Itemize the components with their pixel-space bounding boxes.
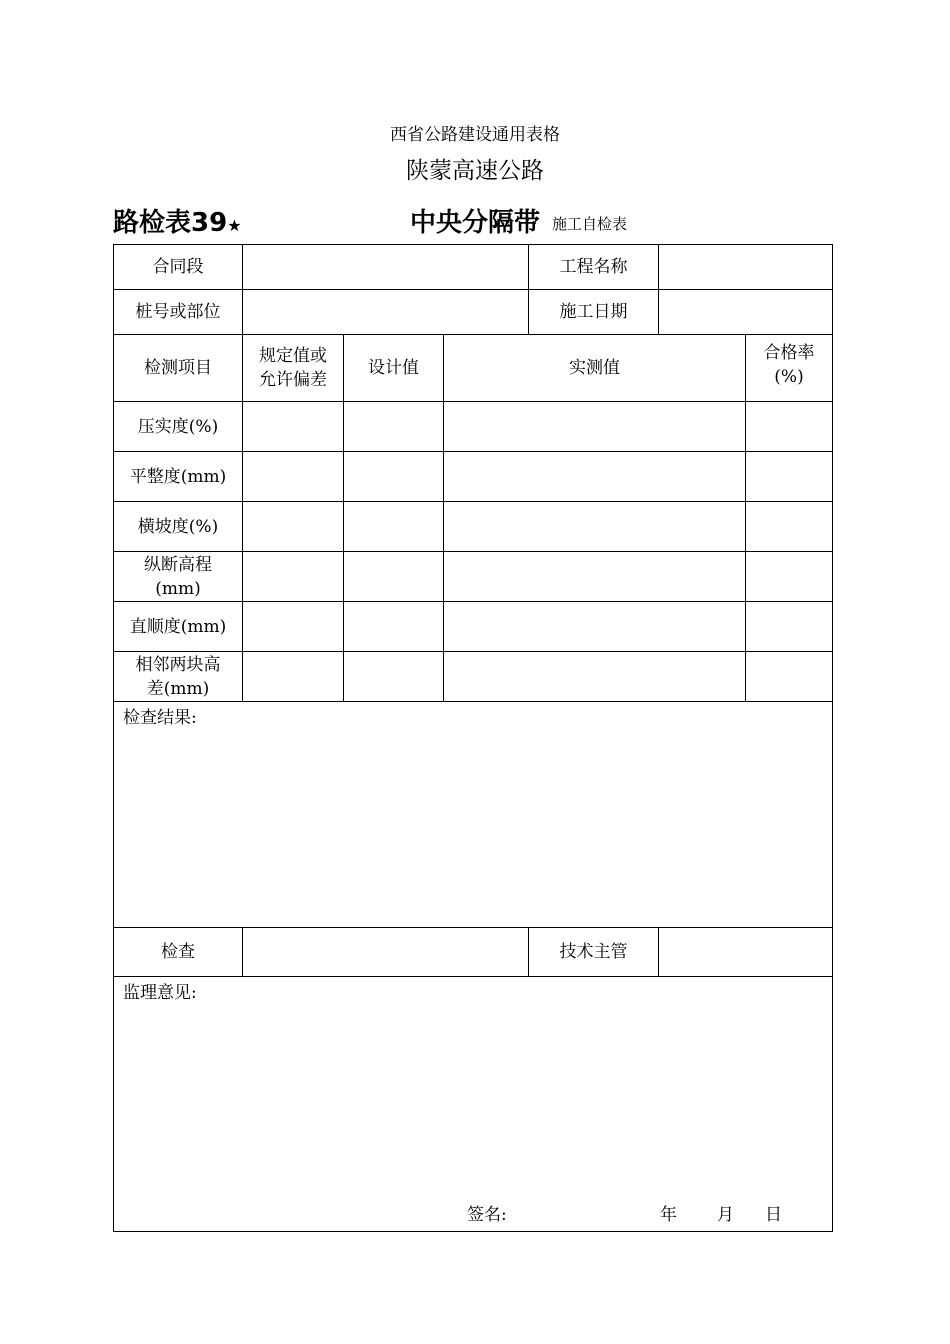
project-title: 陕蒙高速公路 [406, 158, 544, 184]
item-label: 相邻两块高 差(mm) [114, 652, 243, 702]
spec-cell[interactable] [243, 502, 344, 552]
table-row [114, 502, 833, 552]
col-design-header: 设计值 [344, 335, 444, 402]
measured-cell[interactable] [444, 502, 746, 552]
tech-manager-label: 技术主管 [529, 928, 659, 977]
design-cell[interactable] [344, 652, 444, 702]
supervisor-row [114, 977, 833, 1232]
design-cell[interactable] [344, 502, 444, 552]
check-label: 检查 [114, 928, 243, 977]
table-row [114, 402, 833, 452]
pass-rate-cell[interactable] [746, 452, 833, 502]
form-number: 路检表39★ [113, 208, 242, 238]
design-cell[interactable] [344, 602, 444, 652]
month-label: 月 [717, 1205, 734, 1225]
table-row [114, 602, 833, 652]
form-subtitle: 施工自检表 [552, 215, 628, 233]
station-label: 桩号或部位 [114, 290, 243, 335]
info-row-contract [114, 245, 833, 290]
item-label: 直顺度(mm) [114, 602, 243, 652]
project-name-field[interactable] [659, 245, 833, 290]
pass-rate-cell[interactable] [746, 552, 833, 602]
measured-cell[interactable] [444, 652, 746, 702]
design-cell[interactable] [344, 552, 444, 602]
spec-cell[interactable] [243, 452, 344, 502]
form-title: 中央分隔带 [410, 208, 541, 238]
table-row [114, 452, 833, 502]
spec-cell[interactable] [243, 552, 344, 602]
col-pass-rate-header: 合格率 (%) [746, 335, 833, 402]
inspection-table [113, 244, 833, 1232]
measured-cell[interactable] [444, 602, 746, 652]
column-header-row [114, 335, 833, 402]
spec-cell[interactable] [243, 602, 344, 652]
design-cell[interactable] [344, 452, 444, 502]
table-row [114, 652, 833, 702]
pass-rate-cell[interactable] [746, 602, 833, 652]
contract-field[interactable] [243, 245, 529, 290]
col-item-header: 检测项目 [114, 335, 243, 402]
result-area[interactable] [114, 702, 833, 928]
station-field[interactable] [243, 290, 529, 335]
pass-rate-cell[interactable] [746, 652, 833, 702]
table-row [114, 552, 833, 602]
measured-cell[interactable] [444, 552, 746, 602]
info-row-station [114, 290, 833, 335]
item-label: 纵断高程 (mm) [114, 552, 243, 602]
signature-label: 签名: [467, 1205, 507, 1225]
item-label: 横坡度(%) [114, 502, 243, 552]
check-field[interactable] [243, 928, 529, 977]
spec-cell[interactable] [243, 652, 344, 702]
tech-manager-field[interactable] [659, 928, 833, 977]
pass-rate-cell[interactable] [746, 402, 833, 452]
result-row [114, 702, 833, 928]
supervisor-area[interactable] [114, 977, 833, 1232]
item-label: 压实度(%) [114, 402, 243, 452]
date-label: 施工日期 [529, 290, 659, 335]
result-label: 检查结果: [123, 708, 197, 728]
col-spec-header: 规定值或 允许偏差 [243, 335, 344, 402]
spec-cell[interactable] [243, 402, 344, 452]
date-field[interactable] [659, 290, 833, 335]
measured-cell[interactable] [444, 402, 746, 452]
pass-rate-cell[interactable] [746, 502, 833, 552]
day-label: 日 [765, 1205, 782, 1225]
supervisor-label: 监理意见: [123, 983, 197, 1003]
contract-label: 合同段 [114, 245, 243, 290]
project-name-label: 工程名称 [529, 245, 659, 290]
form-org-title: 西省公路建设通用表格 [390, 125, 560, 145]
design-cell[interactable] [344, 402, 444, 452]
year-label: 年 [660, 1205, 677, 1225]
item-label: 平整度(mm) [114, 452, 243, 502]
inspect-row [114, 928, 833, 977]
measured-cell[interactable] [444, 452, 746, 502]
col-measured-header: 实测值 [444, 335, 746, 402]
star-icon: ★ [227, 216, 242, 235]
